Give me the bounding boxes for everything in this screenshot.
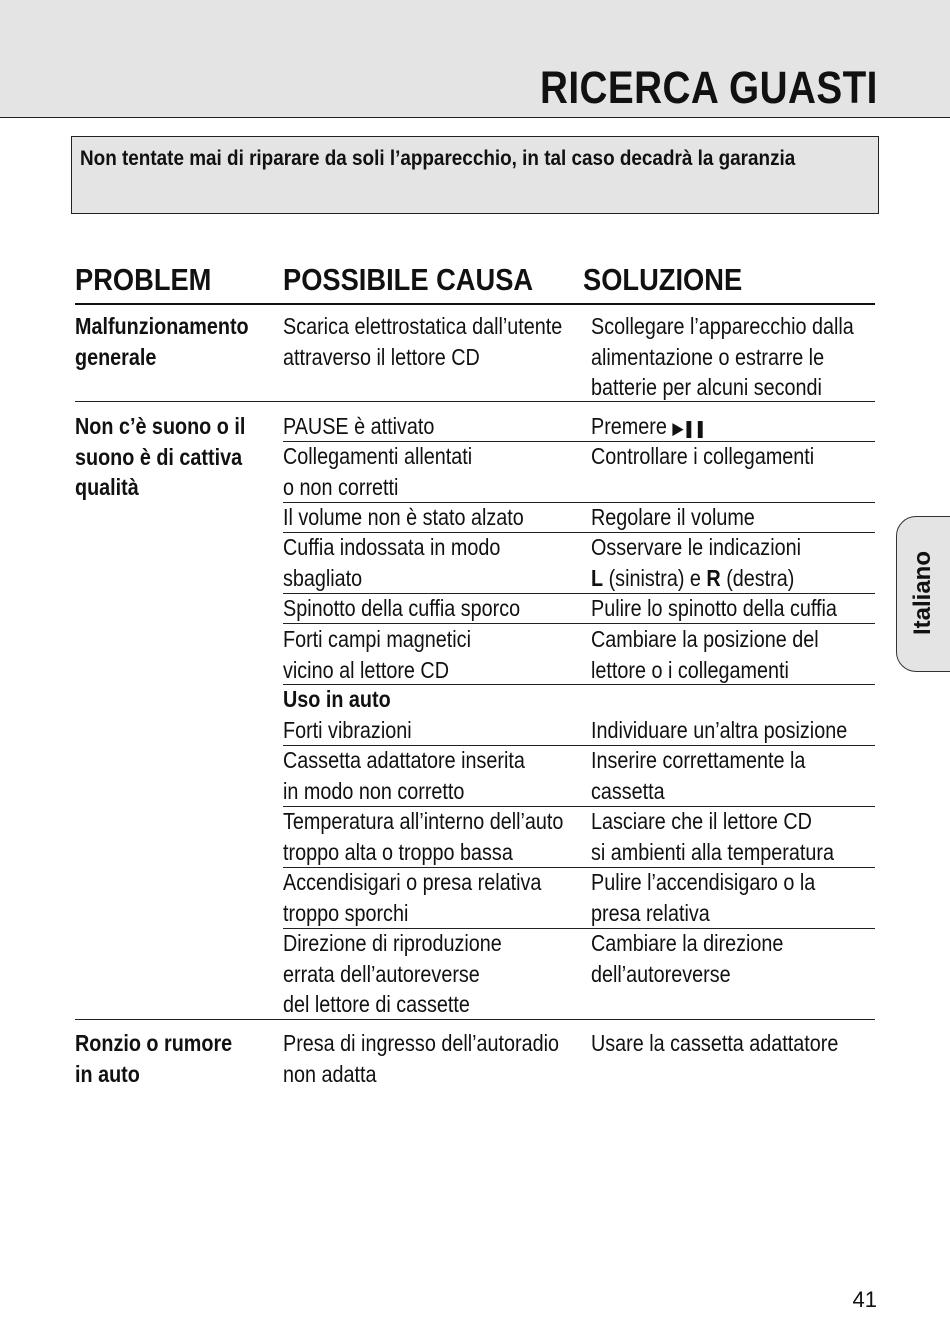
cause-cell: Direzione di riproduzione errata dell’autoreverse del lettore di cassette: [283, 930, 502, 1017]
solution-cell: Pulire l’accendisigaro o la presa relativa: [591, 869, 816, 926]
solution-cell: Scollegare l’apparecchio dalla alimentazione o estrarre le batterie per alcuni secondi: [591, 313, 854, 400]
solution-cell: Inserire correttamente la cassetta: [591, 747, 806, 804]
solution-cell: Individuare un’altra posizione: [591, 717, 848, 743]
page-number: 41: [852, 1287, 877, 1312]
cause-cell: Cuffia indossata in modo sbagliato: [283, 534, 501, 591]
play-pause-icon: ▶❚❚: [672, 419, 706, 438]
solution-cell: Usare la cassetta adattatore: [591, 1030, 839, 1056]
cause-cell: Scarica elettrostatica dall’utente attraverso il lettore CD: [283, 313, 563, 370]
solution-cell: Pulire lo spinotto della cuffia: [591, 595, 837, 621]
column-header-problem: PROBLEM: [75, 262, 212, 297]
solution-cell: Cambiare la direzione dell’autoreverse: [591, 930, 784, 987]
cause-cell: Presa di ingresso dell’autoradio non adatta: [283, 1030, 559, 1087]
cause-cell: PAUSE è attivato: [283, 413, 435, 439]
cause-cell: Uso in auto Forti vibrazioni: [283, 686, 412, 743]
column-header-solution: SOLUZIONE: [583, 262, 743, 297]
problem-no-sound: Non c’è suono o il suono è di cattiva qualità: [75, 413, 246, 500]
problem-car-noise: Ronzio o rumore in auto: [75, 1030, 233, 1087]
cause-cell: Accendisigari o presa relativa troppo sporchi: [283, 869, 542, 926]
page-title: RICERCA GUASTI: [540, 62, 878, 113]
cause-cell: Forti campi magnetici vicino al lettore CD: [283, 626, 471, 683]
language-tab-label: Italiano: [909, 550, 936, 636]
solution-cell: Premere ▶❚❚: [591, 413, 706, 439]
cause-cell: Collegamenti allentati o non corretti: [283, 443, 473, 500]
solution-cell: Cambiare la posizione del lettore o i collegamenti: [591, 626, 819, 683]
solution-cell: Regolare il volume: [591, 504, 755, 530]
cause-cell: Temperatura all’interno dell’auto troppo alta o troppo bassa: [283, 808, 564, 865]
warning-text: Non tentate mai di riparare da soli l’apparecchio, in tal caso decadrà la garanzia: [80, 147, 796, 170]
solution-cell: Lasciare che il lettore CD si ambienti alla temperatura: [591, 808, 834, 865]
column-header-cause: POSSIBILE CAUSA: [283, 262, 534, 297]
section-divider: [75, 1019, 875, 1020]
car-use-heading: Uso in auto: [283, 686, 391, 712]
warning-box: [71, 136, 879, 214]
cause-cell: Cassetta adattatore inserita in modo non corretto: [283, 747, 525, 804]
solution-cell: Controllare i collegamenti: [591, 443, 815, 469]
section-divider: [75, 401, 875, 402]
cause-cell: Spinotto della cuffia sporco: [283, 595, 521, 621]
cause-cell: Il volume non è stato alzato: [283, 504, 524, 530]
problem-general-malfunction: Malfunzionamento generale: [75, 313, 249, 370]
header-divider: [75, 303, 875, 305]
solution-cell: Osservare le indicazioni L (sinistra) e R (destra): [591, 534, 801, 591]
